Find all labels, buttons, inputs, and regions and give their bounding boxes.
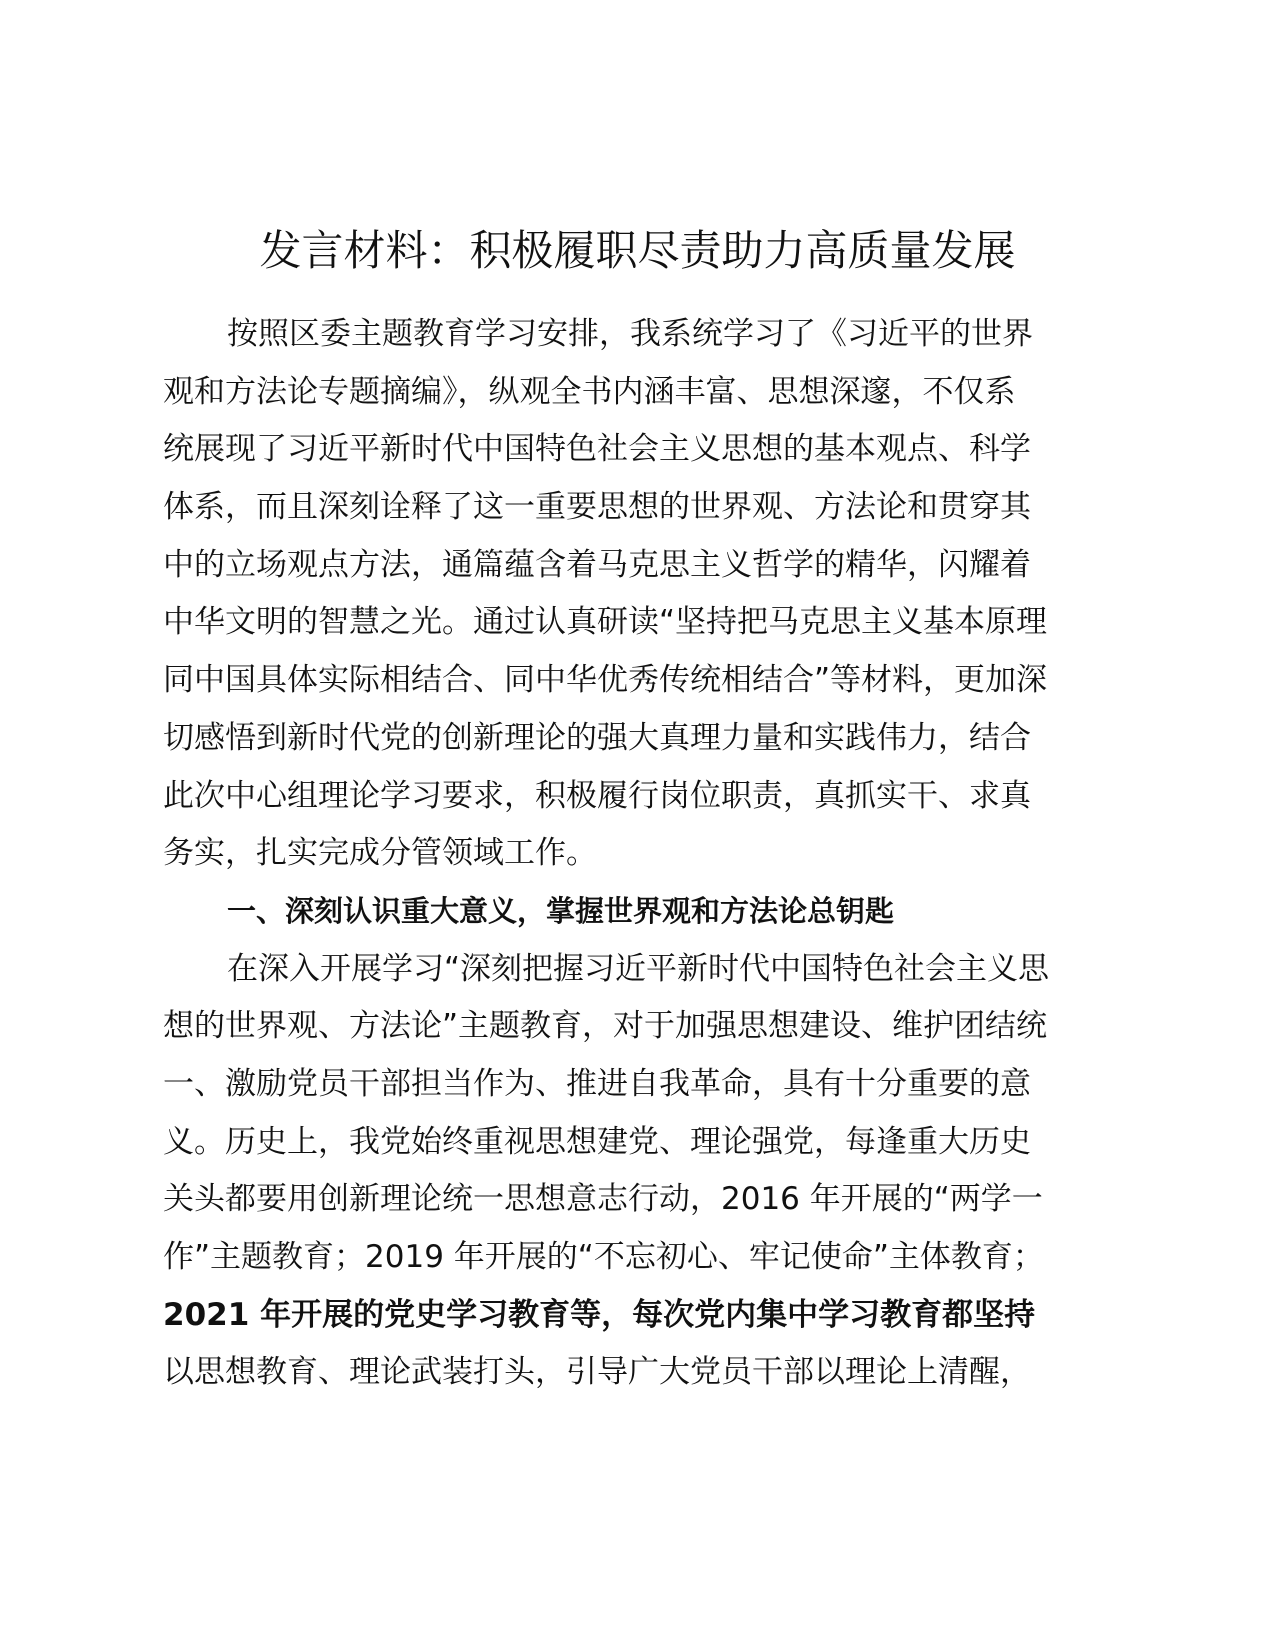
paragraph-line: 作”主题教育；2019 年开展的“不忘初心、牢记使命”主体教育； bbox=[163, 1239, 1044, 1275]
paragraph-line: 按照区委主题教育学习安排，我系统学习了《习近平的世界 bbox=[227, 316, 1033, 352]
emphasized-text: 每次党内集中学习教育都坚持 bbox=[632, 1296, 1036, 1333]
paragraph-line: 统展现了习近平新时代中国特色社会主义思想的基本观点、科学 bbox=[163, 431, 1031, 468]
paragraph-line bbox=[163, 1287, 1113, 1345]
paragraph-line: 体系，而且深刻诠释了这一重要思想的世界观、方法论和贯穿其 bbox=[163, 489, 1031, 526]
paragraph-line: 切感悟到新时代党的创新理论的强大真理力量和实践伟力，结合 bbox=[163, 719, 1031, 756]
paragraph-line: 观和方法论专题摘编》，纵观全书内涵丰富、思想深邃，不仅系 bbox=[163, 373, 1016, 410]
paragraph-line: 关头都要用创新理论统一思想意志行动，2016 年开展的“两学一 bbox=[163, 1181, 1043, 1218]
paragraph-line: 此次中心组理论学习要求，积极履行岗位职责，真抓实干、求真 bbox=[163, 777, 1031, 814]
section-heading: 一、深刻认识重大意义，掌握世界观和方法论总钥匙 bbox=[227, 893, 895, 928]
paragraph-line: 义。历史上，我党始终重视思想建党、理论强党，每逢重大历史 bbox=[163, 1123, 1031, 1160]
paragraph-line: 务实，扎实完成分管领域工作。 bbox=[163, 835, 597, 872]
paragraph-line: 想的世界观、方法论”主题教育，对于加强思想建设、维护团结统 bbox=[163, 1008, 1048, 1045]
paragraph-line: 中华文明的智慧之光。通过认真研读“坚持把马克思主义基本原理 bbox=[163, 604, 1048, 641]
paragraph-line: 以思想教育、理论武装打头，引导广大党员干部以理论上清醒， bbox=[163, 1354, 1031, 1391]
paragraph-line: 中的立场观点方法，通篇蕴含着马克思主义哲学的精华，闪耀着 bbox=[163, 546, 1031, 583]
paragraph-line: 在深入开展学习“深刻把握习近平新时代中国特色社会主义思 bbox=[227, 950, 1050, 987]
emphasized-text: 2021 年开展的党史学习教育等， bbox=[163, 1296, 633, 1333]
document-body bbox=[163, 306, 1113, 1402]
paragraph-line: 一、激励党员干部担当作为、推进自我革命，具有十分重要的意 bbox=[163, 1065, 1031, 1102]
paragraph-line: 同中国具体实际相结合、同中华优秀传统相结合”等材料，更加深 bbox=[163, 662, 1048, 699]
document-title: 发言材料：积极履职尽责助力高质量发展 bbox=[259, 226, 1016, 275]
